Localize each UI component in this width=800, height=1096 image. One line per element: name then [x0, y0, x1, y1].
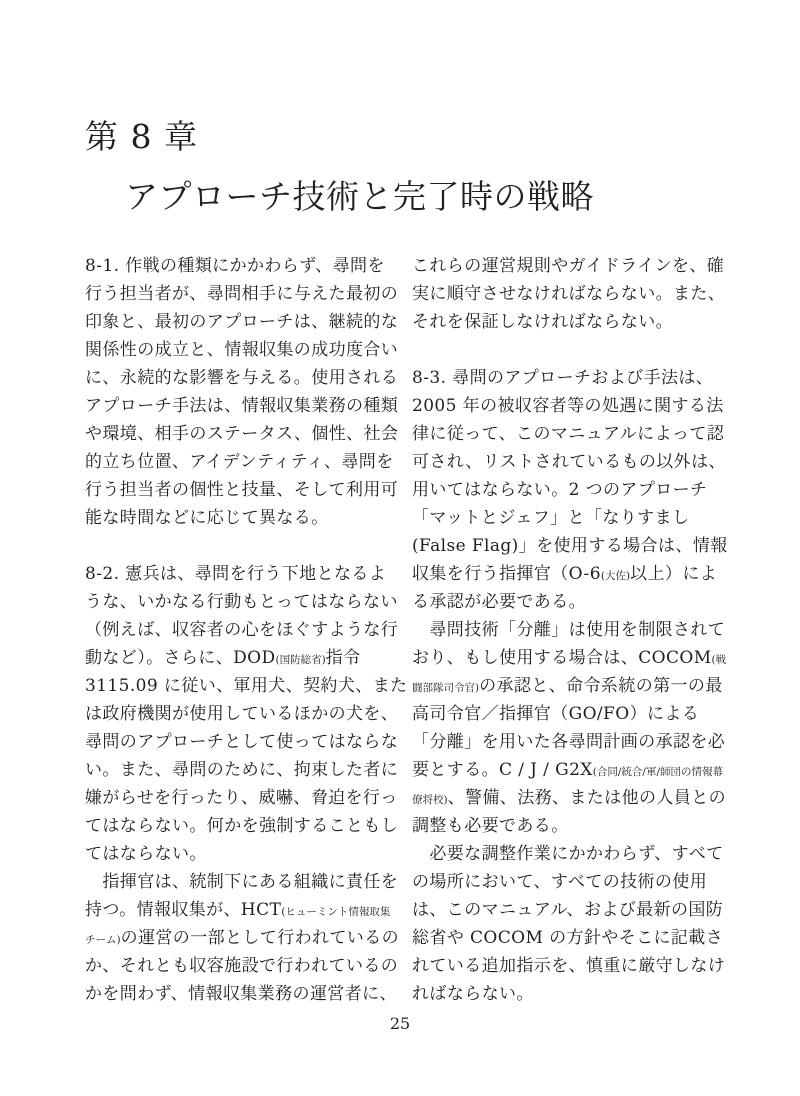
- text-line: アプローチ手法は、情報収集業務の種類: [85, 396, 399, 416]
- text-line: 収集を行う指揮官（O-6(大佐)以上）によ: [412, 564, 718, 584]
- text-line: る承認が必要である。: [412, 592, 586, 612]
- text-line: 必要な調整作業にかかわらず、すべて: [412, 844, 724, 864]
- text-line: 指揮官は、統制下にある組織に責任を: [85, 872, 399, 892]
- text-line: 8-2. 憲兵は、尋問を行う下地となるよ: [85, 564, 387, 584]
- page-number: 25: [389, 1014, 411, 1033]
- text-line: 関係性の成立と、情報収集の成功度合い: [85, 340, 399, 360]
- text-line: 高司令官／指揮官（GO/FO）による: [412, 704, 700, 724]
- text-line: （例えば、収容者の心をほぐすような行: [85, 620, 399, 640]
- text-column-left: [85, 252, 407, 1008]
- text-line: 「分離」を用いた各尋問計画の承認を必: [412, 732, 726, 752]
- text-line: 調整も必要である。: [412, 816, 569, 836]
- text-line: か、それとも収容施設で行われているの: [85, 956, 399, 976]
- text-line: は政府機関が使用しているほかの犬を、: [85, 704, 399, 724]
- text-line: 的立ち位置、アイデンティティ、尋問を: [85, 452, 394, 472]
- text-line: 総省や COCOM の方針やそこに記載さ: [412, 928, 724, 948]
- text-line: は、このマニュアル、および最新の国防: [412, 900, 724, 920]
- text-line: 2005 年の被収容者等の処遇に関する法: [412, 396, 724, 416]
- text-line: れている追加指示を、慎重に厳守しなけ: [412, 956, 726, 976]
- text-line: これらの運営規則やガイドラインを、確: [412, 256, 725, 276]
- text-line: 印象と、最初のアプローチは、継続的な: [85, 312, 399, 332]
- text-line: 「マットとジェフ」と「なりすまし: [412, 508, 690, 528]
- text-line: うな、いかなる行動もとってはならない: [85, 592, 398, 612]
- text-line: い。また、尋問のために、拘束した者に: [85, 760, 399, 780]
- text-line: てはならない。何かを強制することもし: [85, 816, 399, 836]
- text-column-right: [412, 252, 734, 1008]
- text-line: 闘部隊司令官)の承認と、命令系統の第一の最: [412, 676, 723, 696]
- text-line: おり、もし使用する場合は、COCOM(戦: [412, 648, 727, 668]
- text-line: の場所において、すべての技術の使用: [412, 872, 708, 892]
- text-line: 律に従って、このマニュアルによって認: [412, 424, 725, 444]
- text-line: 実に順守させなければならない。また、: [412, 284, 726, 304]
- text-line: それを保証しなければならない。: [412, 312, 673, 332]
- text-line: かを問わず、情報収集業務の運営者に、: [85, 984, 397, 1004]
- text-line: ればならない。: [412, 984, 534, 1004]
- text-line: 動など）。さらに、DOD(国防総省)指令: [85, 648, 361, 668]
- text-line: 可され、リストされているもの以外は、: [412, 452, 726, 472]
- text-line: 尋問のアプローチとして使ってはならな: [85, 732, 399, 752]
- text-line: 能な時間などに応じて異なる。: [85, 508, 329, 528]
- text-line: 持つ。情報収集が、HCT(ヒューミント情報取集: [85, 900, 391, 920]
- text-line: てはならない。: [85, 844, 207, 864]
- text-line: 僚将校)、警備、法務、または他の人員との: [412, 788, 727, 808]
- text-line: 要とする。C / J / G2X(合同/統合/軍/師団の情報幕: [412, 760, 724, 780]
- text-line: [85, 532, 407, 560]
- text-line: 嫌がらせを行ったり、威嚇、脅迫を行っ: [85, 788, 398, 808]
- text-line: 8-1. 作戦の種類にかかわらず、尋問を: [85, 256, 385, 276]
- chapter-title: アプローチ技術と完了時の戦略: [125, 177, 594, 216]
- text-line: 尋問技術「分離」は使用を制限されて: [412, 620, 726, 640]
- text-line: 行う担当者の個性と技量、そして利用可: [85, 480, 399, 500]
- text-line: 行う担当者が、尋問相手に与えた最初の: [85, 284, 399, 304]
- text-line: に、永続的な影響を与える。使用される: [85, 368, 399, 388]
- text-line: チーム)の運営の一部として行われているの: [85, 928, 400, 948]
- text-line: 8-3. 尋問のアプローチおよび手法は、: [412, 368, 714, 388]
- chapter-number: 第 8 章: [85, 117, 198, 156]
- text-line: や環境、相手のステータス、個性、社会: [85, 424, 399, 444]
- text-line: 用いてはならない。2 つのアプローチ: [412, 480, 708, 500]
- text-line: 3115.09 に従い、軍用犬、契約犬、また: [85, 676, 408, 696]
- text-line: [412, 336, 734, 364]
- text-line: (False Flag)」を使用する場合は、情報: [412, 536, 728, 556]
